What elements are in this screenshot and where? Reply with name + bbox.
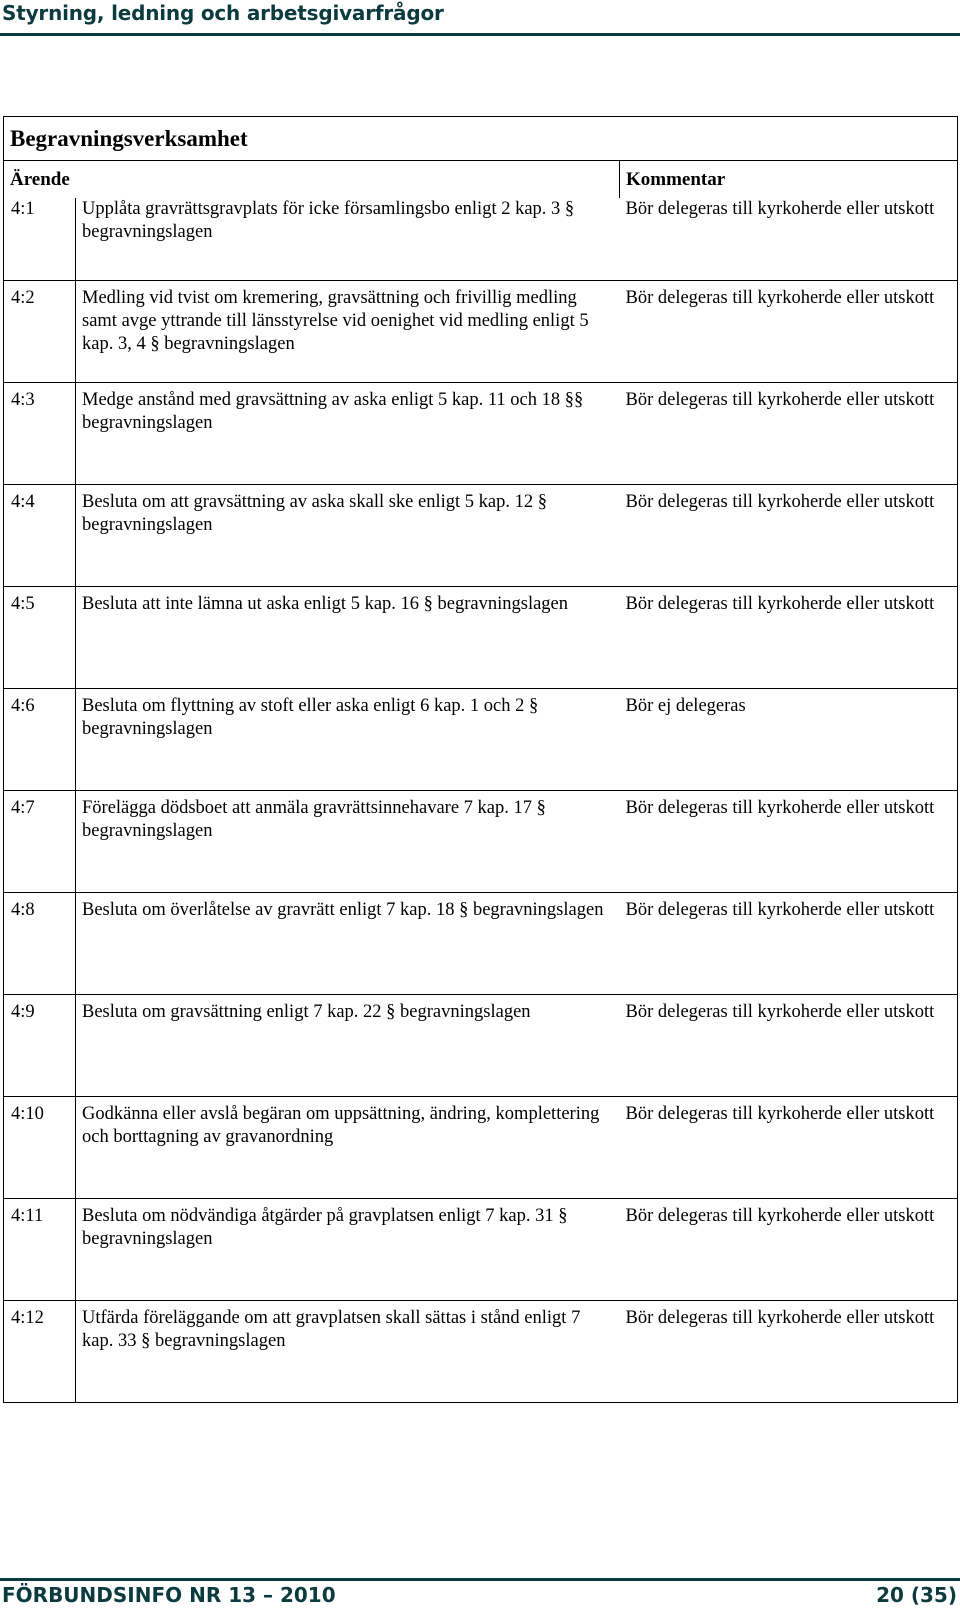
row-id: 4:8	[4, 893, 76, 995]
row-comment: Bör delegeras till kyrkoherde eller utskott	[620, 281, 958, 383]
table-row	[4, 281, 958, 383]
table-row	[4, 587, 958, 689]
row-comment: Bör delegeras till kyrkoherde eller utskott	[620, 587, 958, 689]
header-title: Styrning, ledning och arbetsgivarfrågor	[2, 1, 444, 25]
table-row	[4, 485, 958, 587]
row-comment: Bör delegeras till kyrkoherde eller utskott	[620, 198, 958, 281]
row-case: Upplåta gravrättsgravplats för icke församlingsbo enligt 2 kap. 3 § begravningslagen	[76, 198, 620, 281]
row-case: Besluta om flyttning av stoft eller aska enligt 6 kap. 1 och 2 § begravningslagen	[76, 689, 620, 791]
table-row	[4, 995, 958, 1097]
row-id: 4:7	[4, 791, 76, 893]
row-comment: Bör ej delegeras	[620, 689, 958, 791]
row-comment: Bör delegeras till kyrkoherde eller utskott	[620, 791, 958, 893]
row-id: 4:3	[4, 383, 76, 485]
section-row	[4, 117, 958, 161]
row-comment: Bör delegeras till kyrkoherde eller utskott	[620, 1097, 958, 1199]
row-case: Medge anstånd med gravsättning av aska enligt 5 kap. 11 och 18 §§ begravningslagen	[76, 383, 620, 485]
page-header	[0, 0, 960, 40]
row-id: 4:5	[4, 587, 76, 689]
table-row	[4, 1097, 958, 1199]
header-rule	[0, 33, 960, 36]
row-case: Godkänna eller avslå begäran om uppsättning, ändring, komplettering och borttagning av gravanordning	[76, 1097, 620, 1199]
table-row	[4, 383, 958, 485]
row-case: Besluta om nödvändiga åtgärder på gravplatsen enligt 7 kap. 31 § begravningslagen	[76, 1199, 620, 1301]
row-comment: Bör delegeras till kyrkoherde eller utskott	[620, 1301, 958, 1403]
row-case: Besluta om gravsättning enligt 7 kap. 22 § begravningslagen	[76, 995, 620, 1097]
row-id: 4:11	[4, 1199, 76, 1301]
table-row	[4, 198, 958, 281]
row-case: Förelägga dödsboet att anmäla gravrättsinnehavare 7 kap. 17 § begravningslagen	[76, 791, 620, 893]
footer-page-number: 20 (35)	[876, 1583, 957, 1607]
row-case: Besluta att inte lämna ut aska enligt 5 kap. 16 § begravningslagen	[76, 587, 620, 689]
table-row	[4, 893, 958, 995]
row-case: Utfärda föreläggande om att gravplatsen skall sättas i stånd enligt 7 kap. 33 § begravningslagen	[76, 1301, 620, 1403]
delegation-table	[3, 116, 958, 1403]
table-row	[4, 1199, 958, 1301]
column-header-case: Ärende	[4, 161, 620, 199]
section-title: Begravningsverksamhet	[4, 117, 958, 161]
row-id: 4:10	[4, 1097, 76, 1199]
row-comment: Bör delegeras till kyrkoherde eller utskott	[620, 893, 958, 995]
row-id: 4:12	[4, 1301, 76, 1403]
row-id: 4:6	[4, 689, 76, 791]
row-comment: Bör delegeras till kyrkoherde eller utskott	[620, 1199, 958, 1301]
table-row	[4, 791, 958, 893]
row-id: 4:9	[4, 995, 76, 1097]
table-body	[4, 198, 958, 1403]
row-comment: Bör delegeras till kyrkoherde eller utskott	[620, 383, 958, 485]
row-id: 4:4	[4, 485, 76, 587]
row-id: 4:2	[4, 281, 76, 383]
row-id: 4:1	[4, 198, 76, 281]
row-case: Besluta om överlåtelse av gravrätt enligt 7 kap. 18 § begravningslagen	[76, 893, 620, 995]
row-comment: Bör delegeras till kyrkoherde eller utskott	[620, 995, 958, 1097]
column-header-comment: Kommentar	[620, 161, 958, 199]
table-row	[4, 1301, 958, 1403]
footer-rule	[0, 1578, 960, 1581]
page-footer	[0, 1578, 960, 1615]
footer-publication: FÖRBUNDSINFO NR 13 – 2010	[2, 1583, 336, 1607]
table-row	[4, 689, 958, 791]
row-case: Besluta om att gravsättning av aska skall ske enligt 5 kap. 12 § begravningslagen	[76, 485, 620, 587]
row-comment: Bör delegeras till kyrkoherde eller utskott	[620, 485, 958, 587]
row-case: Medling vid tvist om kremering, gravsättning och frivillig medling samt avge yttrande till länsstyrelse vid oenighet vid medling enligt 5 kap. 3, 4 § begravningslagen	[76, 281, 620, 383]
header-row	[4, 161, 958, 199]
